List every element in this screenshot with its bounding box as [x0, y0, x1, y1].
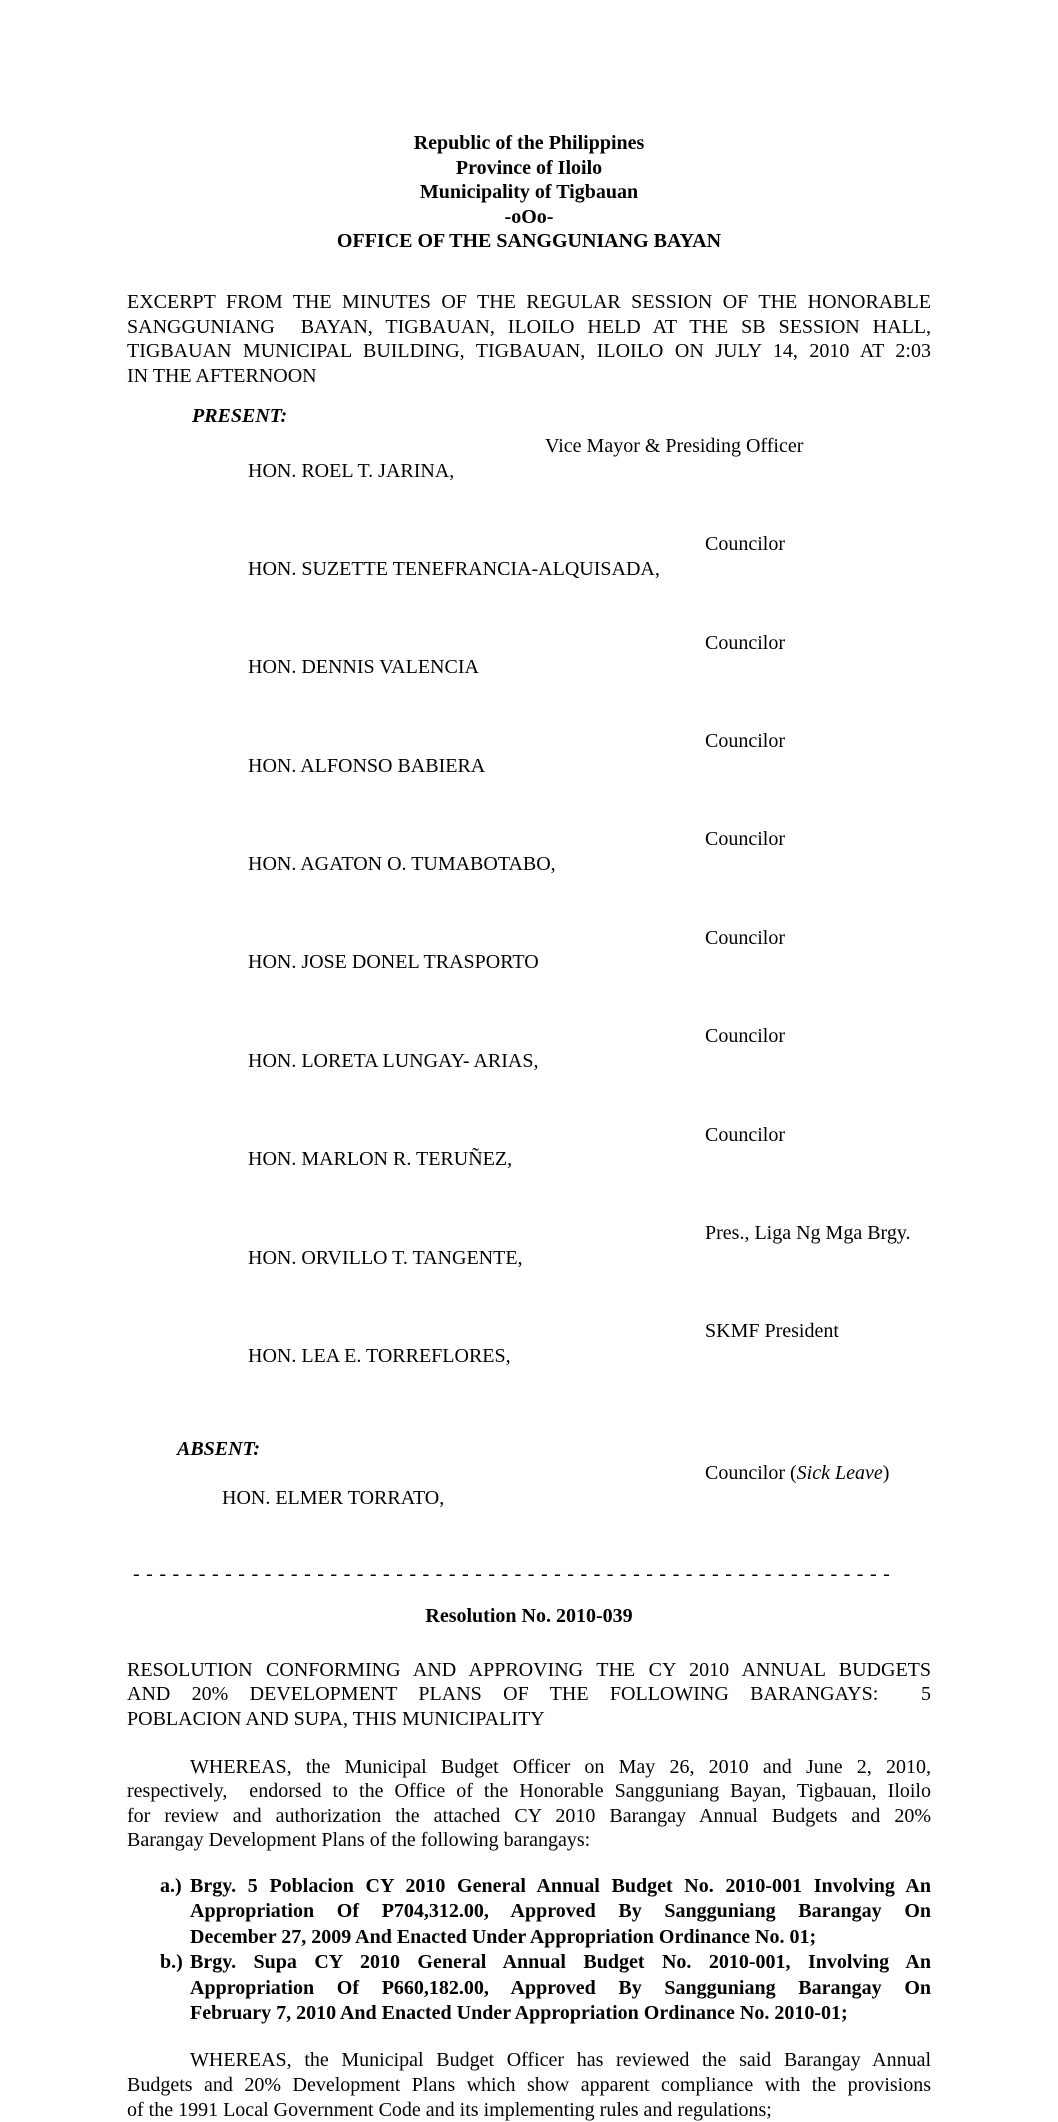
member-name: HON. MARLON R. TERUÑEZ, — [248, 1148, 513, 1171]
resolution-title-line: RESOLUTION CONFORMING AND APPROVING THE CY 2010 ANNUAL BUDGETS — [127, 1658, 931, 1681]
list-item-b — [160, 1950, 931, 2026]
absent-member-row — [192, 1461, 931, 1559]
whereas-paragraph-1 — [127, 1755, 931, 1853]
resolution-title-line: POBLACION AND SUPA, THIS MUNICIPALITY — [127, 1708, 545, 1731]
list-marker: a.) — [160, 1875, 182, 1897]
present-member-row — [208, 926, 931, 1024]
member-role: Councilor (Sick Leave) — [705, 1462, 890, 1485]
excerpt-line: EXCERPT FROM THE MINUTES OF THE REGULAR SESSION OF THE HONORABLE — [127, 290, 931, 313]
present-member-row — [208, 631, 931, 729]
present-member-row — [208, 434, 931, 532]
member-name: HON. AGATON O. TUMABOTABO, — [248, 853, 556, 876]
whereas-line: WHEREAS, the Municipal Budget Officer on May 26, 2010 and June 2, 2010, — [190, 1755, 931, 1778]
present-member-row — [208, 1319, 931, 1417]
whereas-line: Budgets and 20% Development Plans which show apparent compliance with the provisions — [127, 2074, 931, 2097]
excerpt-paragraph — [127, 290, 931, 388]
sick-leave-note: Sick Leave — [796, 1462, 883, 1485]
member-role: Councilor — [705, 533, 785, 556]
present-heading: PRESENT: — [192, 405, 288, 428]
header-line-ooo: -oOo- — [504, 205, 554, 228]
member-role: SKMF President — [705, 1320, 839, 1343]
member-name: HON. LEA E. TORREFLORES, — [248, 1344, 511, 1367]
member-role: Pres., Liga Ng Mga Brgy. — [705, 1221, 911, 1244]
member-name: HON. SUZETTE TENEFRANCIA-ALQUISADA, — [248, 557, 660, 580]
list-item-a — [160, 1874, 931, 1950]
member-role: Councilor — [705, 631, 785, 654]
excerpt-line: IN THE AFTERNOON — [127, 364, 317, 387]
header-line-republic: Republic of the Philippines — [413, 132, 645, 154]
member-name: HON. LORETA LUNGAY- ARIAS, — [248, 1049, 539, 1072]
list-item-line: Appropriation Of P660,182.00, Approved By Sangguniang Barangay On — [190, 1976, 931, 1999]
dashed-separator: - - - - - - - - - - - - - - - - - - - - - - - - - - - - - - - - - - - - - - - - - - - - - - - - - - - - - - - - - - — [133, 1562, 891, 1585]
present-member-list — [127, 434, 931, 1418]
resolution-title-line: AND 20% DEVELOPMENT PLANS OF THE FOLLOWING BARANGAYS: 5 — [127, 1683, 931, 1706]
list-marker: b.) — [160, 1951, 183, 1974]
list-item-line: December 27, 2009 And Enacted Under Appropriation Ordinance No. 01; — [190, 1925, 817, 1948]
document-header — [127, 131, 931, 254]
member-name: HON. JOSE DONEL TRASPORTO — [248, 951, 539, 974]
member-role: Councilor — [705, 926, 785, 949]
excerpt-line: TIGBAUAN MUNICIPAL BUILDING, TIGBAUAN, ILOILO ON JULY 14, 2010 AT 2:03 — [127, 340, 931, 363]
whereas-line: WHEREAS, the Municipal Budget Officer has reviewed the said Barangay Annual — [190, 2049, 931, 2072]
list-item-line: Brgy. 5 Poblacion CY 2010 General Annual Budget No. 2010-001 Involving An — [190, 1875, 931, 1897]
present-member-row — [208, 532, 931, 630]
member-name: HON. DENNIS VALENCIA — [248, 656, 479, 679]
member-name: HON. ORVILLO T. TANGENTE, — [248, 1246, 523, 1269]
present-member-row — [208, 1123, 931, 1221]
excerpt-line: SANGGUNIANG BAYAN, TIGBAUAN, ILOILO HELD AT THE SB SESSION HALL, — [127, 315, 931, 338]
member-role: Councilor — [705, 828, 785, 851]
header-line-province: Province of Iloilo — [455, 156, 603, 179]
member-role: Councilor — [705, 730, 785, 753]
present-member-row — [208, 729, 931, 827]
absent-heading: ABSENT: — [177, 1437, 260, 1460]
whereas-line: Barangay Development Plans of the following barangays: — [127, 1829, 591, 1852]
whereas-line: for review and authorization the attached CY 2010 Barangay Annual Budgets and 20% — [127, 1804, 931, 1827]
member-role: Vice Mayor & Presiding Officer — [545, 434, 804, 457]
present-member-row — [208, 1024, 931, 1122]
whereas-line: respectively, endorsed to the Office of the Honorable Sangguniang Bayan, Tigbauan, Iloilo — [127, 1780, 931, 1803]
header-line-office: OFFICE OF THE SANGGUNIANG BAYAN — [336, 230, 722, 253]
resolution-title-paragraph — [127, 1658, 931, 1732]
member-role: Councilor — [705, 1123, 785, 1146]
list-item-line: Brgy. Supa CY 2010 General Annual Budget No. 2010-001, Involving An — [190, 1951, 931, 1974]
resolution-number: Resolution No. 2010-039 — [425, 1605, 633, 1628]
whereas-paragraph-2 — [127, 2048, 931, 2122]
member-name: HON. ALFONSO BABIERA — [248, 754, 486, 777]
member-name: HON. ROEL T. JARINA, — [248, 459, 455, 482]
list-item-line: February 7, 2010 And Enacted Under Appropriation Ordinance No. 2010-01; — [190, 2002, 848, 2025]
present-member-row — [208, 1221, 931, 1319]
barangay-budget-list — [127, 1874, 931, 2026]
header-line-municipality: Municipality of Tigbauan — [419, 181, 639, 204]
list-item-line: Appropriation Of P704,312.00, Approved By Sangguniang Barangay On — [190, 1900, 931, 1923]
member-name: HON. ELMER TORRATO, — [222, 1486, 445, 1509]
member-role: Councilor — [705, 1025, 785, 1048]
whereas-line: of the 1991 Local Government Code and its implementing rules and regulations; — [127, 2098, 772, 2121]
present-member-row — [208, 827, 931, 925]
